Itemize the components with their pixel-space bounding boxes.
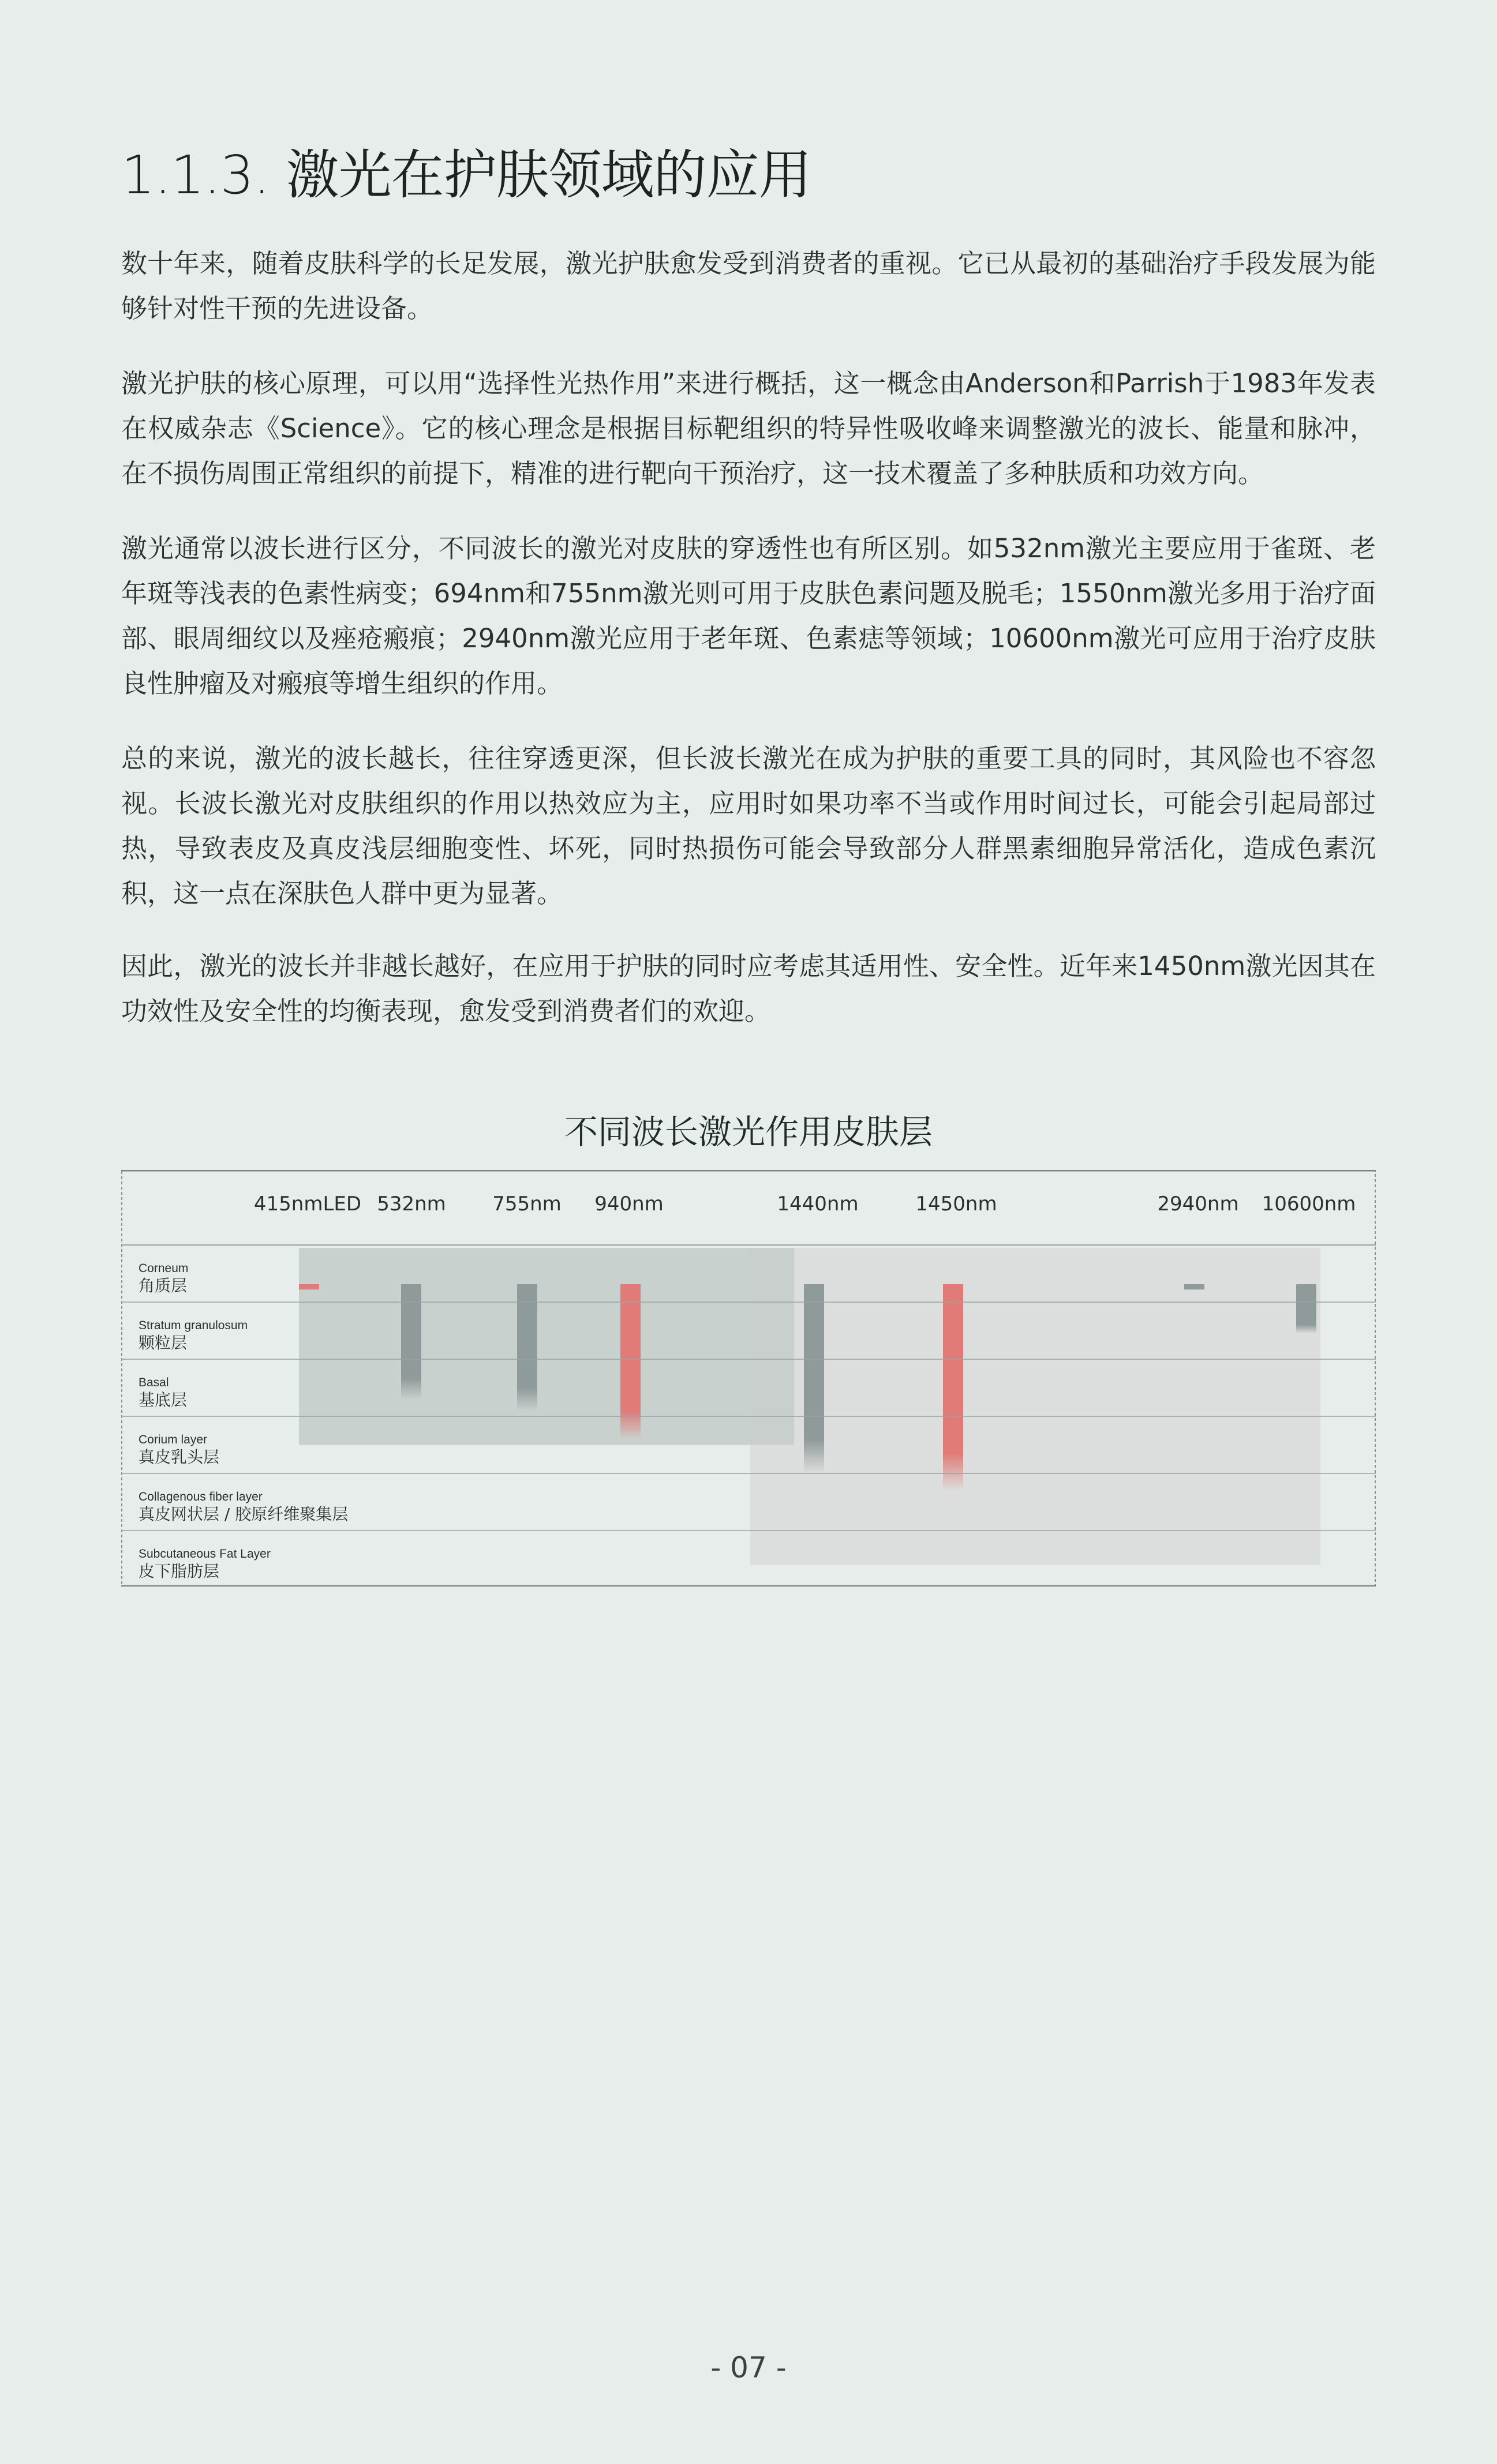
wavelength-label-2940nm: 2940nm bbox=[1157, 1192, 1239, 1216]
paragraph-risks: 总的来说，激光的波长越长，往往穿透更深，但长波长激光在成为护肤的重要工具的同时，其风险也不容忽视。长波长激光对皮肤组织的作用以热效应为主，应用时如果功率不当或作用时间过长，可能会引起局部过热，导致表皮及真皮浅层细胞变性、坏死，同时热损伤可能会导致部分人群黑素细胞异常活化，造成色素沉积，这一点在深肤色人群中更为显著。 bbox=[121, 743, 1376, 909]
section-title: 1.1.3. 激光在护肤领域的应用 bbox=[121, 144, 811, 206]
penetration-bar-532nm bbox=[401, 1284, 421, 1399]
penetration-bar-2940nm bbox=[1184, 1284, 1204, 1290]
layer-label-zh: 基底层 bbox=[139, 1390, 188, 1409]
page-number: - 07 - bbox=[710, 2351, 787, 2384]
layer-label-zh: 颗粒层 bbox=[139, 1333, 188, 1352]
penetration-bar-755nm bbox=[517, 1284, 537, 1411]
layer-label-en: Subcutaneous Fat Layer bbox=[139, 1547, 271, 1561]
long-wavelength-zone bbox=[750, 1248, 1320, 1565]
skin-layer-chart bbox=[121, 1170, 1376, 1587]
paragraph-wavelengths: 激光通常以波长进行区分，不同波长的激光对皮肤的穿透性也有所区别。如532nm激光主要应用于雀斑、老年斑等浅表的色素性病变；694nm和755nm激光则可用于皮肤色素问题及脱毛；1550nm激光多用于治疗面部、眼周细纹以及痤疮瘢痕；2940nm激光应用于老年斑、色素痣等领域；10600nm激光可应用于治疗皮肤良性肿瘤及对瘢痕等增生组织的作用。 bbox=[121, 533, 1376, 699]
paragraph-principle: 激光护肤的核心原理，可以用“选择性光热作用”来进行概括，这一概念由Anderson和Parrish于1983年发表在权威杂志《Science》。它的核心理念是根据目标靶组织的特异性吸收峰来调整激光的波长、能量和脉冲，在不损伤周围正常组织的前提下，精准的进行靶向干预治疗，这一技术覆盖了多种肤质和功效方向。 bbox=[121, 368, 1376, 489]
wavelength-label-532nm: 532nm bbox=[377, 1192, 446, 1216]
layer-label-zh: 皮下脂肪层 bbox=[139, 1562, 220, 1581]
layer-label-en: Collagenous fiber layer bbox=[139, 1490, 263, 1503]
penetration-bar-1450nm bbox=[943, 1284, 963, 1491]
wavelength-label-1440nm: 1440nm bbox=[777, 1192, 859, 1216]
wavelength-label-940nm: 940nm bbox=[594, 1192, 664, 1216]
layer-label-en: Corium layer bbox=[139, 1433, 208, 1446]
layer-label-en: Stratum granulosum bbox=[139, 1319, 248, 1332]
paragraph-conclusion: 因此，激光的波长并非越长越好，在应用于护肤的同时应考虑其适用性、安全性。近年来1450nm激光因其在功效性及安全性的均衡表现，愈发受到消费者们的欢迎。 bbox=[121, 951, 1376, 1026]
penetration-bar-1440nm bbox=[804, 1284, 824, 1473]
layer-label-zh: 角质层 bbox=[139, 1276, 188, 1295]
layer-label-zh: 真皮乳头层 bbox=[139, 1447, 220, 1467]
wavelength-label-755nm: 755nm bbox=[492, 1192, 562, 1216]
short-wavelength-zone bbox=[299, 1248, 794, 1445]
wavelength-label-1450nm: 1450nm bbox=[915, 1192, 997, 1216]
wavelength-label-415nmled: 415nmLED bbox=[253, 1192, 362, 1216]
wavelength-label-10600nm: 10600nm bbox=[1262, 1192, 1356, 1216]
layer-label-en: Corneum bbox=[139, 1262, 189, 1275]
layer-label-en: Basal bbox=[139, 1376, 169, 1389]
paragraph-intro: 数十年来，随着皮肤科学的长足发展，激光护肤愈发受到消费者的重视。它已从最初的基础治疗手段发展为能够针对性干预的先进设备。 bbox=[121, 248, 1376, 324]
skin-layer-chart-svg bbox=[121, 1170, 1376, 1587]
layer-label-zh: 真皮网状层 / 胶原纤维聚集层 bbox=[139, 1505, 349, 1524]
penetration-bar-415nmled bbox=[299, 1284, 319, 1290]
chart-title: 不同波长激光作用皮肤层 bbox=[564, 1112, 933, 1152]
penetration-bar-10600nm bbox=[1296, 1284, 1316, 1333]
